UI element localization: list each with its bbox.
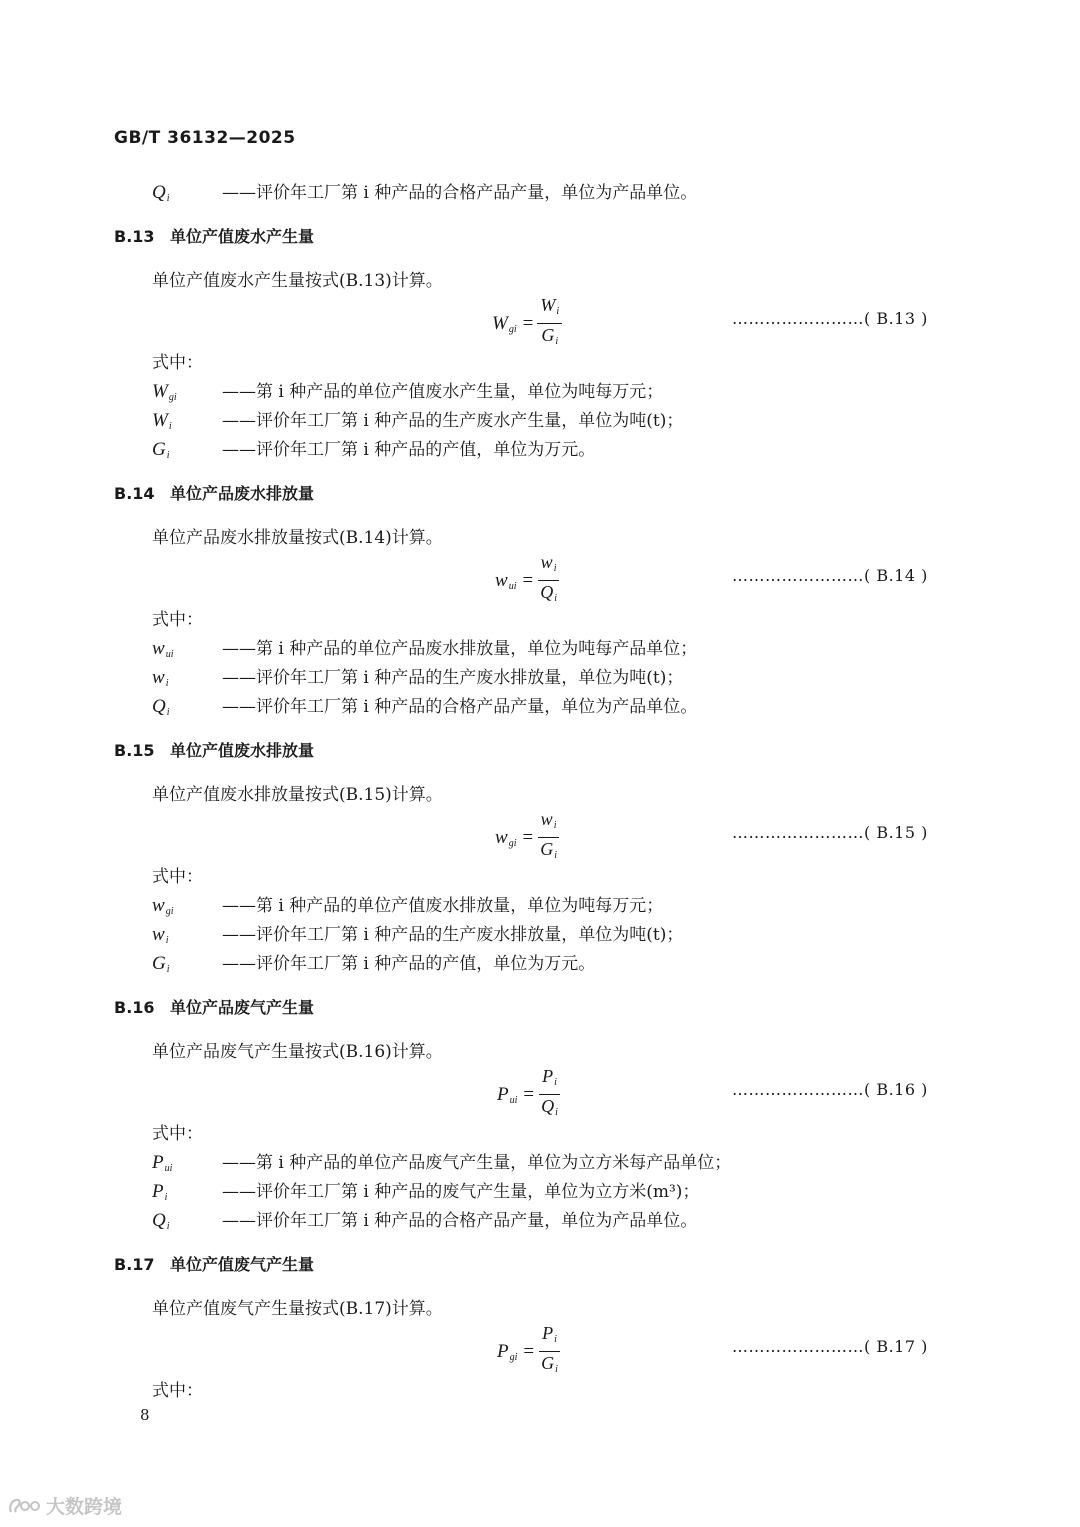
formula-lhs: w <box>495 569 508 591</box>
section-intro: 单位产值废气产生量按式(B.17)计算。 <box>152 1299 443 1319</box>
formula-lhs: w <box>495 826 508 848</box>
fraction <box>538 1065 561 1124</box>
var-symbol: G <box>152 953 166 974</box>
section-number: B.13 <box>114 227 155 246</box>
formula-b16: $P_{ui}$ = $\frac{P_i}{Q_i}$ <box>497 1065 561 1124</box>
var-definition <box>152 1206 697 1232</box>
denominator-sub: i <box>555 336 559 347</box>
var-definition <box>152 435 595 461</box>
fraction <box>537 551 560 610</box>
var-definition <box>152 663 683 689</box>
section-title: 单位产值废水排放量 <box>170 741 315 760</box>
where-label: 式中： <box>152 353 203 373</box>
var-subscript: ui <box>165 649 174 660</box>
section-number: B.17 <box>114 1255 155 1274</box>
where-label: 式中： <box>152 1381 203 1401</box>
var-symbol: w <box>152 638 165 659</box>
numerator-sub: i <box>553 563 557 574</box>
standard-number: GB/T 36132—2025 <box>114 128 296 148</box>
watermark <box>8 1492 122 1519</box>
var-subscript: i <box>166 193 170 204</box>
var-subscript: i <box>166 707 170 718</box>
watermark-logo-icon <box>8 1497 42 1515</box>
section-title: 单位产值废气产生量 <box>170 1255 315 1274</box>
formula-lhs-sub: ui <box>508 580 517 592</box>
formula-lhs-sub: ui <box>509 1094 518 1106</box>
var-description: ——第 i 种产品的单位产品废气产生量，单位为立方米每产品单位； <box>222 1153 732 1173</box>
var-description: ——评价年工厂第 i 种产品的合格产品产量，单位为产品单位。 <box>222 697 698 717</box>
formula-lhs: P <box>497 1083 509 1105</box>
var-definition <box>152 920 683 946</box>
var-definition <box>152 891 663 917</box>
formula-b15: $w_{gi}$ = $\frac{w_i}{G_i}$ <box>495 808 560 867</box>
equation-number: ……………………( B.13 ) <box>732 309 928 328</box>
denominator-sub: i <box>554 850 557 861</box>
section-intro: 单位产品废水排放量按式(B.14)计算。 <box>152 528 443 548</box>
denominator: G <box>540 839 554 859</box>
numerator: W <box>540 295 556 315</box>
section-intro: 单位产值废水产生量按式(B.13)计算。 <box>152 271 443 291</box>
var-description: ——评价年工厂第 i 种产品的废气产生量，单位为立方米(m³)； <box>222 1182 700 1202</box>
var-subscript: i <box>164 1192 168 1203</box>
denominator-sub: i <box>555 1364 558 1375</box>
watermark-text: 大数跨境 <box>46 1496 123 1518</box>
var-description: ——第 i 种产品的单位产值废水产生量，单位为吨每万元； <box>222 382 664 402</box>
numerator: w <box>540 809 553 829</box>
var-description: ——评价年工厂第 i 种产品的产值，单位为万元。 <box>222 954 596 974</box>
var-symbol: G <box>152 439 166 460</box>
numerator-sub: i <box>553 820 557 831</box>
section-number: B.14 <box>114 484 155 503</box>
var-symbol: Q <box>152 696 166 717</box>
var-description: ——评价年工厂第 i 种产品的生产废水排放量，单位为吨(t)； <box>222 925 684 945</box>
numerator-sub: i <box>554 1077 557 1088</box>
section-heading-b14 <box>114 481 314 504</box>
denominator: G <box>541 1353 555 1373</box>
denominator-sub: i <box>555 1107 558 1118</box>
var-subscript: ui <box>164 1163 173 1174</box>
denominator: Q <box>541 1096 555 1116</box>
numerator-sub: i <box>554 1334 557 1345</box>
var-subscript: i <box>165 678 169 689</box>
numerator-sub: i <box>556 306 560 317</box>
var-description: ——评价年工厂第 i 种产品的合格产品产量，单位为产品单位。 <box>222 183 698 203</box>
denominator: G <box>541 325 555 345</box>
var-definition <box>152 1148 731 1174</box>
section-intro: 单位产品废气产生量按式(B.16)计算。 <box>152 1042 443 1062</box>
formula-lhs-sub: gi <box>509 1351 518 1363</box>
formula-b17: $P_{gi}$ = $\frac{P_i}{G_i}$ <box>497 1322 561 1381</box>
var-description: ——评价年工厂第 i 种产品的生产废水产生量，单位为吨(t)； <box>222 411 684 431</box>
formula-b13: $W_{gi}$ = $\frac{W_i}{G_i}$ <box>492 294 562 353</box>
var-subscript: i <box>166 964 170 975</box>
var-symbol: Q <box>152 182 166 203</box>
equation-number: ……………………( B.16 ) <box>732 1080 928 1099</box>
formula-lhs-sub: gi <box>508 323 517 335</box>
formula-lhs-sub: gi <box>508 837 517 849</box>
where-label: 式中： <box>152 867 203 887</box>
var-symbol: W <box>152 410 168 431</box>
var-subscript: gi <box>165 906 174 917</box>
section-heading-b16 <box>114 995 314 1018</box>
where-label: 式中： <box>152 1124 203 1144</box>
formula-b14: $w_{ui}$ = $\frac{w_i}{Q_i}$ <box>495 551 560 610</box>
equation-number: ……………………( B.15 ) <box>732 823 928 842</box>
var-subscript: i <box>166 450 170 461</box>
numerator: w <box>540 552 553 572</box>
section-number: B.16 <box>114 998 155 1017</box>
section-heading-b17 <box>114 1252 314 1275</box>
var-definition <box>152 634 697 660</box>
denominator-sub: i <box>554 593 557 604</box>
section-title: 单位产品废气产生量 <box>170 998 315 1017</box>
section-intro: 单位产值废水排放量按式(B.15)计算。 <box>152 785 443 805</box>
fraction <box>537 294 562 353</box>
numerator: P <box>542 1323 554 1343</box>
denominator: Q <box>540 582 554 602</box>
var-subscript: i <box>166 1221 170 1232</box>
section-heading-b13 <box>114 224 314 247</box>
page-number: 8 <box>140 1406 150 1424</box>
section-title: 单位产品废水排放量 <box>170 484 315 503</box>
var-subscript: gi <box>168 392 177 403</box>
var-description: ——第 i 种产品的单位产值废水排放量，单位为吨每万元； <box>222 896 664 916</box>
fraction <box>538 1322 561 1381</box>
section-number: B.15 <box>114 741 155 760</box>
var-symbol: P <box>152 1181 164 1202</box>
formula-lhs: W <box>492 312 508 334</box>
var-symbol: w <box>152 667 165 688</box>
var-definition <box>152 377 663 403</box>
var-symbol: P <box>152 1152 164 1173</box>
var-symbol: w <box>152 924 165 945</box>
var-definition <box>152 692 697 718</box>
var-description: ——评价年工厂第 i 种产品的产值，单位为万元。 <box>222 440 596 460</box>
var-definition <box>152 406 683 432</box>
formula-lhs: P <box>497 1340 509 1362</box>
carryover-definition <box>152 178 697 204</box>
equation-number: ……………………( B.17 ) <box>732 1337 928 1356</box>
section-title: 单位产值废水产生量 <box>170 227 315 246</box>
numerator: P <box>542 1066 554 1086</box>
section-heading-b15 <box>114 738 314 761</box>
where-label: 式中： <box>152 610 203 630</box>
var-description: ——评价年工厂第 i 种产品的生产废水排放量，单位为吨(t)； <box>222 668 684 688</box>
var-symbol: w <box>152 895 165 916</box>
var-description: ——评价年工厂第 i 种产品的合格产品产量，单位为产品单位。 <box>222 1211 698 1231</box>
var-definition <box>152 949 595 975</box>
var-subscript: i <box>168 421 172 432</box>
var-subscript: i <box>165 935 169 946</box>
equation-number: ……………………( B.14 ) <box>732 566 928 585</box>
var-definition <box>152 1177 699 1203</box>
fraction <box>537 808 560 867</box>
var-symbol: W <box>152 381 168 402</box>
var-symbol: Q <box>152 1210 166 1231</box>
var-description: ——第 i 种产品的单位产品废水排放量，单位为吨每产品单位； <box>222 639 698 659</box>
